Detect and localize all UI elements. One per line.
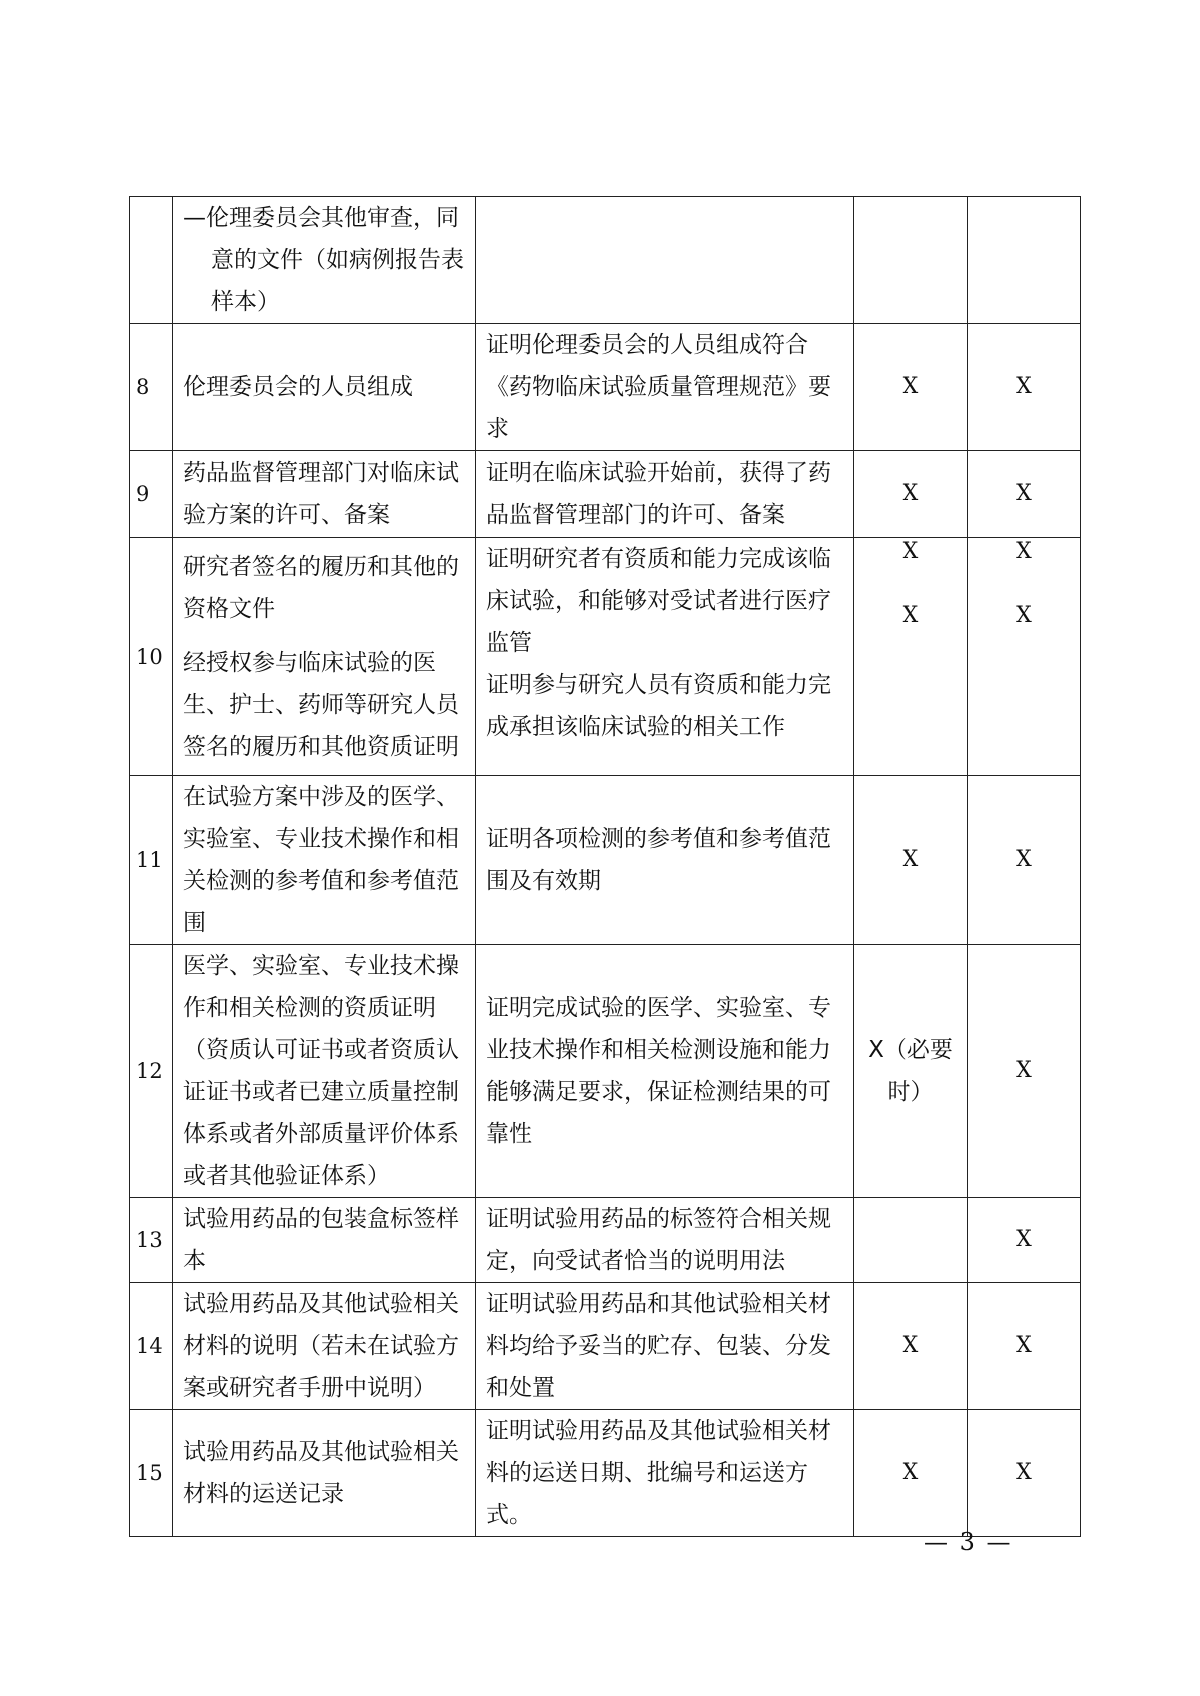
row-number: 10 — [130, 538, 173, 776]
purpose-cell: 证明完成试验的医学、实验室、专业技术操作和相关检测设施和能力能够满足要求，保证检测结果的可靠性 — [476, 945, 854, 1198]
mark-cell-investigator: X（必要时） — [854, 945, 968, 1198]
table-row — [130, 197, 1081, 324]
table-row — [130, 451, 1081, 538]
document-name-part: 研究者签名的履历和其他的资格文件 — [183, 553, 459, 622]
mark-cell-sponsor: X — [968, 1283, 1081, 1410]
page-number: — 3 — — [924, 1528, 1013, 1556]
mark-cell-sponsor: X — [968, 1198, 1081, 1283]
table-row — [130, 1410, 1081, 1537]
document-name-line: 样本） — [211, 289, 280, 315]
row-number: 15 — [130, 1410, 173, 1537]
document-name-part: 经授权参与临床试验的医生、护士、药师等研究人员签名的履历和其他资质证明 — [183, 649, 459, 760]
purpose-cell: 证明各项检测的参考值和参考值范围及有效期 — [476, 776, 854, 945]
table-row — [130, 776, 1081, 945]
table-row — [130, 1198, 1081, 1283]
mark-cell-investigator: X — [854, 776, 968, 945]
purpose-part: 证明研究者有资质和能力完成该临床试验，和能够对受试者进行医疗监管 — [486, 546, 831, 656]
purpose-cell: 证明试验用药品及其他试验相关材料的运送日期、批编号和运送方式。 — [476, 1410, 854, 1537]
mark-cell-sponsor: X — [968, 1410, 1081, 1537]
row-number: 12 — [130, 945, 173, 1198]
mark-cell-sponsor — [968, 538, 1081, 776]
row-number: 14 — [130, 1283, 173, 1410]
document-name-cell: 试验用药品及其他试验相关材料的说明（若未在试验方案或研究者手册中说明） — [173, 1283, 476, 1410]
purpose-cell — [476, 538, 854, 776]
mark-cell-investigator — [854, 197, 968, 324]
mark-cell-investigator — [854, 1198, 968, 1283]
document-name-line: —伦理委员会其他审查，同 — [183, 205, 459, 231]
purpose-cell: 证明试验用药品的标签符合相关规定，向受试者恰当的说明用法 — [476, 1198, 854, 1283]
table-row — [130, 324, 1081, 451]
purpose-cell: 证明试验用药品和其他试验相关材料均给予妥当的贮存、包装、分发和处置 — [476, 1283, 854, 1410]
mark-cell-investigator: X — [854, 324, 968, 451]
document-name-cell: 医学、实验室、专业技术操作和相关检测的资质证明（资质认可证书或者资质认证证书或者已建立质量控制体系或者外部质量评价体系或者其他验证体系） — [173, 945, 476, 1198]
table-row — [130, 538, 1081, 776]
document-name-cell — [173, 197, 476, 324]
essential-documents-table — [129, 196, 1081, 1537]
document-name-cell: 伦理委员会的人员组成 — [173, 324, 476, 451]
mark-cell-sponsor: X — [968, 945, 1081, 1198]
mark-value: X — [902, 539, 919, 564]
purpose-cell: 证明伦理委员会的人员组成符合《药物临床试验质量管理规范》要求 — [476, 324, 854, 451]
mark-cell-sponsor: X — [968, 324, 1081, 451]
row-number — [130, 197, 173, 324]
table-row — [130, 1283, 1081, 1410]
purpose-cell — [476, 197, 854, 324]
row-number: 11 — [130, 776, 173, 945]
purpose-part: 证明参与研究人员有资质和能力完成承担该临床试验的相关工作 — [486, 672, 831, 740]
document-name-line: 意的文件（如病例报告表 — [211, 247, 464, 273]
mark-cell-investigator: X — [854, 1283, 968, 1410]
mark-cell-investigator: X — [854, 451, 968, 538]
row-number: 9 — [130, 451, 173, 538]
document-name-cell — [173, 538, 476, 776]
mark-cell-sponsor: X — [968, 776, 1081, 945]
document-name-cell: 试验用药品及其他试验相关材料的运送记录 — [173, 1410, 476, 1537]
purpose-cell: 证明在临床试验开始前，获得了药品监督管理部门的许可、备案 — [476, 451, 854, 538]
document-name-cell: 在试验方案中涉及的医学、实验室、专业技术操作和相关检测的参考值和参考值范围 — [173, 776, 476, 945]
mark-value: X — [1016, 539, 1032, 564]
document-name-cell: 药品监督管理部门对临床试验方案的许可、备案 — [173, 451, 476, 538]
mark-cell-sponsor: X — [968, 451, 1081, 538]
mark-value: X — [1016, 603, 1032, 628]
mark-cell-investigator: X — [854, 1410, 968, 1537]
row-number: 8 — [130, 324, 173, 451]
mark-cell-sponsor — [968, 197, 1081, 324]
table-row — [130, 945, 1081, 1198]
mark-cell-investigator — [854, 538, 968, 776]
mark-value: X — [902, 603, 919, 628]
document-name-cell: 试验用药品的包装盒标签样本 — [173, 1198, 476, 1283]
row-number: 13 — [130, 1198, 173, 1283]
